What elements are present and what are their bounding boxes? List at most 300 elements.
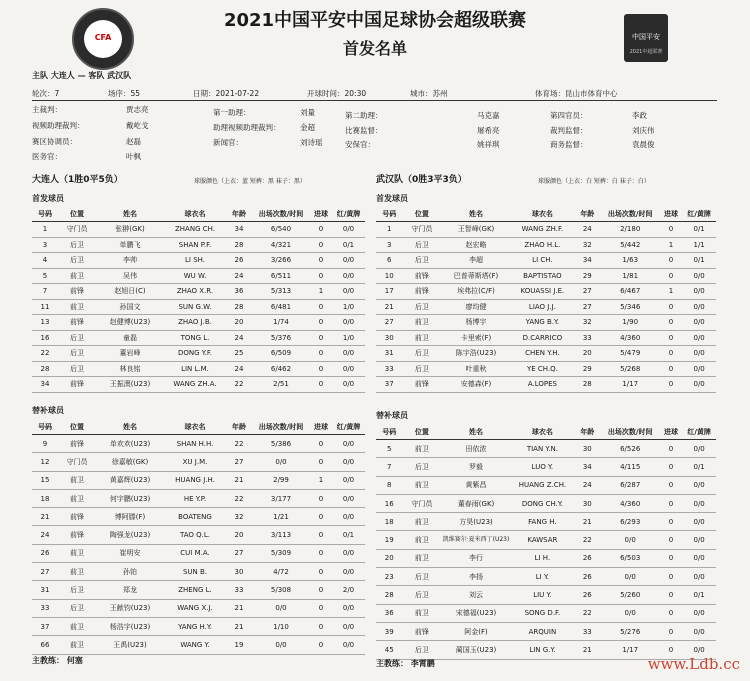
avar-label: 助理视频助理裁判： (213, 123, 281, 132)
cell-appearances: 4/72 (252, 563, 310, 581)
cell-age: 30 (574, 494, 601, 512)
cell-goals: 0 (660, 315, 682, 331)
cell-name: 林良铭 (96, 361, 164, 377)
cell-age: 22 (574, 604, 601, 622)
cell-shirt-name: LIAO J.J. (511, 299, 574, 315)
cell-shirt-name: DONG CH.Y. (511, 494, 574, 512)
column-header-number: 号码 (376, 207, 403, 222)
assistant1-label: 第一助理： (213, 108, 251, 117)
table-row (32, 222, 365, 238)
cell-name: 黄紫昌 (441, 476, 510, 494)
cell-name: 杨博宇 (441, 315, 510, 331)
cell-name: 赵健博(U23) (96, 315, 164, 331)
cell-age: 20 (226, 315, 252, 331)
column-header-cards: 红/黄牌 (682, 207, 716, 222)
fourth-official: 李政 (632, 111, 647, 120)
cell-goals: 0 (660, 346, 682, 362)
cell-appearances: 1/10 (252, 617, 310, 635)
sponsor-season: 2021中超联赛 (629, 49, 663, 55)
cell-number: 11 (32, 299, 58, 315)
cell-appearances: 3/177 (252, 489, 310, 507)
column-header-name: 姓名 (96, 207, 164, 222)
medical-officer: 叶枫 (126, 152, 141, 161)
cell-goals: 0 (660, 299, 682, 315)
cell-name: 巴普蒂斯塔(F) (441, 268, 510, 284)
cell-number: 8 (376, 476, 403, 494)
cell-goals: 0 (660, 440, 682, 458)
home-starters-table (32, 207, 365, 393)
cell-goals: 0 (660, 513, 682, 531)
cell-number: 12 (32, 453, 58, 471)
cell-shirt-name: LI H. (511, 549, 574, 567)
cell-appearances: 6/481 (252, 299, 310, 315)
cell-cards: 0/0 (682, 284, 716, 300)
cell-shirt-name: LUO Y. (511, 458, 574, 476)
cell-age: 20 (574, 346, 601, 362)
cell-cards: 0/0 (682, 299, 716, 315)
cell-goals: 0 (310, 599, 332, 617)
cell-age: 32 (574, 315, 601, 331)
cell-position: 前锋 (58, 435, 96, 453)
cell-appearances: 5/346 (601, 299, 660, 315)
cell-cards: 0/0 (682, 377, 716, 393)
cell-appearances: 4/360 (601, 330, 660, 346)
table-row (376, 440, 716, 458)
table-row (32, 489, 365, 507)
cell-position: 后卫 (58, 346, 96, 362)
cell-shirt-name: HE Y.P. (164, 489, 226, 507)
cell-appearances: 6/509 (252, 346, 310, 362)
table-row (376, 586, 716, 604)
cell-number: 15 (32, 471, 58, 489)
cell-shirt-name: SHAN P.F. (164, 237, 226, 253)
table-row (32, 563, 365, 581)
cell-number: 18 (376, 513, 403, 531)
cell-number: 31 (32, 581, 58, 599)
cell-appearances: 1/81 (601, 268, 660, 284)
cell-name: 凯维赛尔·夏米西丁(U23) (441, 531, 510, 549)
table-row (376, 222, 716, 238)
cell-position: 守门员 (403, 494, 442, 512)
cell-name: 崔明安 (96, 544, 164, 562)
cell-shirt-name: ZHENG L. (164, 581, 226, 599)
cell-age: 26 (574, 586, 601, 604)
cell-goals: 0 (310, 299, 332, 315)
cell-age: 22 (226, 489, 252, 507)
cfa-logo: CFA (72, 8, 134, 70)
column-header-name: 姓名 (96, 420, 164, 435)
cell-name: 叶重秋 (441, 361, 510, 377)
cell-position: 前锋 (403, 377, 442, 393)
column-header-shirt-name: 球衣名 (511, 207, 574, 222)
cell-name: 郑龙 (96, 581, 164, 599)
cell-number: 1 (376, 222, 403, 238)
table-row (376, 458, 716, 476)
cell-cards: 0/0 (682, 641, 716, 659)
cell-cards: 0/1 (682, 222, 716, 238)
cell-position: 前锋 (58, 284, 96, 300)
cell-goals: 0 (660, 622, 682, 640)
column-header-number: 号码 (32, 420, 58, 435)
cell-name: 廖均健 (441, 299, 510, 315)
cell-name: 董春雨(GK) (441, 494, 510, 512)
cell-name: 赵旭日(C) (96, 284, 164, 300)
cell-shirt-name: HUANG Z.CH. (511, 476, 574, 494)
home-subs-table (32, 420, 365, 655)
cell-position: 前卫 (403, 440, 442, 458)
cell-position: 后卫 (58, 330, 96, 346)
cell-shirt-name: YANG B.Y. (511, 315, 574, 331)
cell-goals: 0 (660, 531, 682, 549)
cell-age: 33 (574, 622, 601, 640)
cell-number: 16 (376, 494, 403, 512)
table-row (32, 581, 365, 599)
cell-shirt-name: TONG L. (164, 330, 226, 346)
watermark: www.Ldb.cc (647, 655, 740, 673)
commercial-supervisor: 袁晨俊 (632, 140, 655, 149)
cell-number: 19 (376, 531, 403, 549)
cell-name: 李行 (441, 549, 510, 567)
cell-position: 前卫 (58, 636, 96, 654)
cell-position: 守门员 (403, 222, 442, 238)
cell-cards: 0/0 (332, 544, 365, 562)
cell-age: 26 (574, 568, 601, 586)
cell-goals: 0 (310, 346, 332, 362)
cell-appearances: 6/503 (601, 549, 660, 567)
cell-shirt-name: WANG X.J. (164, 599, 226, 617)
cell-goals: 0 (310, 253, 332, 269)
cell-name: 博阿滕(F) (96, 508, 164, 526)
cell-appearances: 6/526 (601, 440, 660, 458)
column-header-goals: 进球 (660, 425, 682, 440)
cell-goals: 0 (310, 581, 332, 599)
var-label: 视频助理裁判： (32, 121, 85, 130)
cell-name: 杨浩宇(U23) (96, 617, 164, 635)
cell-shirt-name: WANG Y. (164, 636, 226, 654)
column-header-age: 年龄 (226, 207, 252, 222)
cell-age: 32 (574, 237, 601, 253)
press-officer-label: 新闻官： (213, 138, 243, 147)
cell-position: 前卫 (58, 299, 96, 315)
table-row (376, 346, 716, 362)
cell-position: 后卫 (403, 346, 442, 362)
cell-age: 29 (574, 268, 601, 284)
column-header-goals: 进球 (310, 420, 332, 435)
table-row (32, 299, 365, 315)
referee-label: 主裁判： (32, 105, 62, 114)
column-header-shirt-name: 球衣名 (511, 425, 574, 440)
round: 轮次：7 (32, 89, 60, 98)
cell-age: 34 (226, 222, 252, 238)
cell-appearances: 5/376 (252, 330, 310, 346)
cell-shirt-name: XU J.M. (164, 453, 226, 471)
cell-shirt-name: FANG H. (511, 513, 574, 531)
cell-position: 前卫 (58, 544, 96, 562)
cell-name: 埃弗拉(C/F) (441, 284, 510, 300)
cell-shirt-name: TAO Q.L. (164, 526, 226, 544)
table-row (376, 315, 716, 331)
match-supervisor-label: 比赛监督： (345, 126, 383, 135)
cell-appearances: 2/99 (252, 471, 310, 489)
column-header-appearances: 出场次数/时间 (252, 207, 310, 222)
table-row (32, 526, 365, 544)
cell-number: 3 (32, 237, 58, 253)
column-header-position: 位置 (58, 420, 96, 435)
cell-age: 30 (226, 563, 252, 581)
cell-number: 30 (376, 330, 403, 346)
cell-appearances: 0/0 (252, 453, 310, 471)
column-header-position: 位置 (403, 207, 442, 222)
city: 城市：苏州 (410, 89, 448, 98)
column-header-appearances: 出场次数/时间 (252, 420, 310, 435)
cell-position: 后卫 (403, 568, 442, 586)
table-row (376, 531, 716, 549)
cell-shirt-name: LI SH. (164, 253, 226, 269)
cell-name: 蔺国玉(U23) (441, 641, 510, 659)
cell-name: 何宇鹏(U23) (96, 489, 164, 507)
cell-cards: 0/0 (332, 508, 365, 526)
table-row (32, 346, 365, 362)
cell-age: 24 (574, 476, 601, 494)
cell-cards: 2/0 (332, 581, 365, 599)
cell-shirt-name: WANG ZH.A. (164, 377, 226, 393)
cell-age: 24 (226, 361, 252, 377)
cell-cards: 0/1 (682, 253, 716, 269)
cell-shirt-name: LI CH. (511, 253, 574, 269)
table-row (376, 622, 716, 640)
cell-number: 28 (32, 361, 58, 377)
cell-number: 27 (32, 563, 58, 581)
cell-cards: 0/0 (332, 284, 365, 300)
cell-cards: 0/1 (682, 458, 716, 476)
cell-goals: 0 (660, 476, 682, 494)
cell-cards: 0/0 (682, 622, 716, 640)
cell-name: 黄嘉辉(U23) (96, 471, 164, 489)
cell-age: 21 (574, 641, 601, 659)
cell-position: 前卫 (403, 315, 442, 331)
column-header-cards: 红/黄牌 (332, 420, 365, 435)
match-date: 日期：2021-07-22 (193, 89, 260, 98)
cell-appearances: 5/479 (601, 346, 660, 362)
coordinator-label: 赛区协调员： (32, 137, 77, 146)
match-supervisor: 屠希亮 (477, 126, 500, 135)
cell-appearances: 5/386 (252, 435, 310, 453)
cell-age: 20 (226, 526, 252, 544)
cell-position: 前卫 (403, 476, 442, 494)
cell-name: 王振澳(U23) (96, 377, 164, 393)
cell-goals: 0 (310, 544, 332, 562)
column-header-position: 位置 (58, 207, 96, 222)
cell-name: 李超 (441, 253, 510, 269)
cell-position: 后卫 (403, 458, 442, 476)
cell-age: 27 (574, 299, 601, 315)
table-row (32, 284, 365, 300)
column-header-number: 号码 (32, 207, 58, 222)
cell-shirt-name: BOATENG (164, 508, 226, 526)
cell-goals: 0 (660, 494, 682, 512)
column-header-age: 年龄 (574, 425, 601, 440)
cell-age: 26 (226, 253, 252, 269)
away-coach: 主教练： 李霄鹏 (376, 659, 435, 668)
referee-supervisor-label: 裁判监督： (550, 126, 588, 135)
table-row (376, 284, 716, 300)
cell-name: 吴伟 (96, 268, 164, 284)
home-team-name: 大连人（1胜0平5负） (32, 175, 123, 185)
cell-cards: 0/0 (682, 531, 716, 549)
cell-shirt-name: KAWSAR (511, 531, 574, 549)
cell-shirt-name: WU W. (164, 268, 226, 284)
cell-appearances: 1/17 (601, 377, 660, 393)
cell-position: 前锋 (58, 508, 96, 526)
fourth-official-label: 第四官员： (550, 111, 588, 120)
cell-shirt-name: ZHAO X.R. (164, 284, 226, 300)
cell-position: 前卫 (58, 268, 96, 284)
table-row (32, 237, 365, 253)
cell-shirt-name: LI Y. (511, 568, 574, 586)
cell-shirt-name: SUN G.W. (164, 299, 226, 315)
column-header-shirt-name: 球衣名 (164, 420, 226, 435)
table-row (376, 377, 716, 393)
assistant2: 马克嘉 (477, 111, 500, 120)
home-starters-label: 首发球员 (32, 194, 64, 203)
cell-age: 28 (226, 299, 252, 315)
cell-number: 4 (32, 253, 58, 269)
table-row (376, 361, 716, 377)
cell-number: 5 (32, 268, 58, 284)
cell-cards: 0/0 (682, 494, 716, 512)
cell-position: 后卫 (403, 641, 442, 659)
cell-number: 26 (32, 544, 58, 562)
table-row (32, 361, 365, 377)
cell-name: 张翀(GK) (96, 222, 164, 238)
cell-goals: 0 (660, 604, 682, 622)
cell-age: 33 (574, 330, 601, 346)
cell-goals: 0 (310, 489, 332, 507)
cell-appearances: 4/115 (601, 458, 660, 476)
cell-appearances: 0/0 (601, 604, 660, 622)
cell-cards: 0/0 (332, 471, 365, 489)
cell-cards: 0/0 (682, 568, 716, 586)
cell-cards: 1/0 (332, 330, 365, 346)
cell-goals: 0 (660, 253, 682, 269)
cell-age: 27 (226, 544, 252, 562)
cell-name: 李帅 (96, 253, 164, 269)
cell-appearances: 6/467 (601, 284, 660, 300)
cell-position: 前卫 (403, 513, 442, 531)
cell-cards: 0/1 (682, 586, 716, 604)
cell-shirt-name: HUANG J.H. (164, 471, 226, 489)
cell-name: 孙铂 (96, 563, 164, 581)
cell-number: 7 (376, 458, 403, 476)
cell-appearances: 5/260 (601, 586, 660, 604)
cell-name: 田依浓 (441, 440, 510, 458)
column-header-cards: 红/黄牌 (332, 207, 365, 222)
cell-shirt-name: LIN G.Y. (511, 641, 574, 659)
cell-goals: 0 (660, 568, 682, 586)
cell-goals: 0 (660, 222, 682, 238)
cell-appearances: 5/313 (252, 284, 310, 300)
table-row (376, 568, 716, 586)
cell-age: 27 (226, 453, 252, 471)
cell-goals: 0 (660, 330, 682, 346)
cell-name: 陶强龙(U23) (96, 526, 164, 544)
column-header-goals: 进球 (660, 207, 682, 222)
cell-goals: 0 (660, 549, 682, 567)
cell-goals: 0 (310, 636, 332, 654)
home-subs-label: 替补球员 (32, 406, 64, 415)
cell-position: 后卫 (403, 299, 442, 315)
table-row (376, 268, 716, 284)
cell-age: 28 (574, 377, 601, 393)
cell-appearances: 3/266 (252, 253, 310, 269)
cell-cards: 0/0 (332, 453, 365, 471)
cell-age: 22 (226, 377, 252, 393)
cell-position: 前卫 (58, 617, 96, 635)
cell-name: 陈宇浩(U23) (441, 346, 510, 362)
column-header-name: 姓名 (441, 207, 510, 222)
cell-cards: 0/0 (332, 636, 365, 654)
column-header-appearances: 出场次数/时间 (601, 207, 660, 222)
cell-number: 33 (376, 361, 403, 377)
table-row (32, 471, 365, 489)
cell-appearances: 5/308 (252, 581, 310, 599)
cell-shirt-name: D.CARRICO (511, 330, 574, 346)
cell-number: 6 (376, 253, 403, 269)
cell-name: 单欢欢(U23) (96, 435, 164, 453)
cell-position: 前锋 (403, 284, 442, 300)
cell-appearances: 0/0 (601, 531, 660, 549)
cell-name: 宋德福(U23) (441, 604, 510, 622)
cell-position: 后卫 (58, 237, 96, 253)
cell-appearances: 0/0 (252, 599, 310, 617)
cell-name: 王禹(U23) (96, 636, 164, 654)
cell-appearances: 2/51 (252, 377, 310, 393)
cell-shirt-name: ZHANG CH. (164, 222, 226, 238)
assistant2-label: 第二助理： (345, 111, 383, 120)
cell-cards: 0/0 (682, 549, 716, 567)
coordinator: 赵磊 (126, 137, 141, 146)
cell-goals: 0 (660, 361, 682, 377)
cell-goals: 0 (310, 237, 332, 253)
cell-name: 李扬 (441, 568, 510, 586)
cell-position: 后卫 (58, 253, 96, 269)
table-row (32, 315, 365, 331)
cell-appearances: 1/74 (252, 315, 310, 331)
cell-cards: 0/0 (332, 268, 365, 284)
cell-age: 22 (226, 435, 252, 453)
cell-position: 前卫 (58, 563, 96, 581)
cell-age: 28 (226, 237, 252, 253)
cell-cards: 0/0 (682, 476, 716, 494)
cell-cards: 0/0 (682, 330, 716, 346)
cell-number: 1 (32, 222, 58, 238)
cell-age: 21 (226, 617, 252, 635)
cell-goals: 1 (660, 284, 682, 300)
cell-cards: 0/0 (682, 513, 716, 531)
table-row (376, 513, 716, 531)
home-kit-colors: 球服颜色（上衣：蓝 短裤：黑 袜子：黑） (194, 178, 306, 185)
cell-number: 10 (376, 268, 403, 284)
cell-appearances: 1/90 (601, 315, 660, 331)
cell-number: 27 (376, 315, 403, 331)
cell-goals: 0 (310, 435, 332, 453)
cell-number: 7 (32, 284, 58, 300)
cell-cards: 0/0 (332, 563, 365, 581)
cell-number: 21 (376, 299, 403, 315)
cell-age: 33 (226, 581, 252, 599)
cell-age: 21 (226, 471, 252, 489)
cell-position: 后卫 (58, 361, 96, 377)
